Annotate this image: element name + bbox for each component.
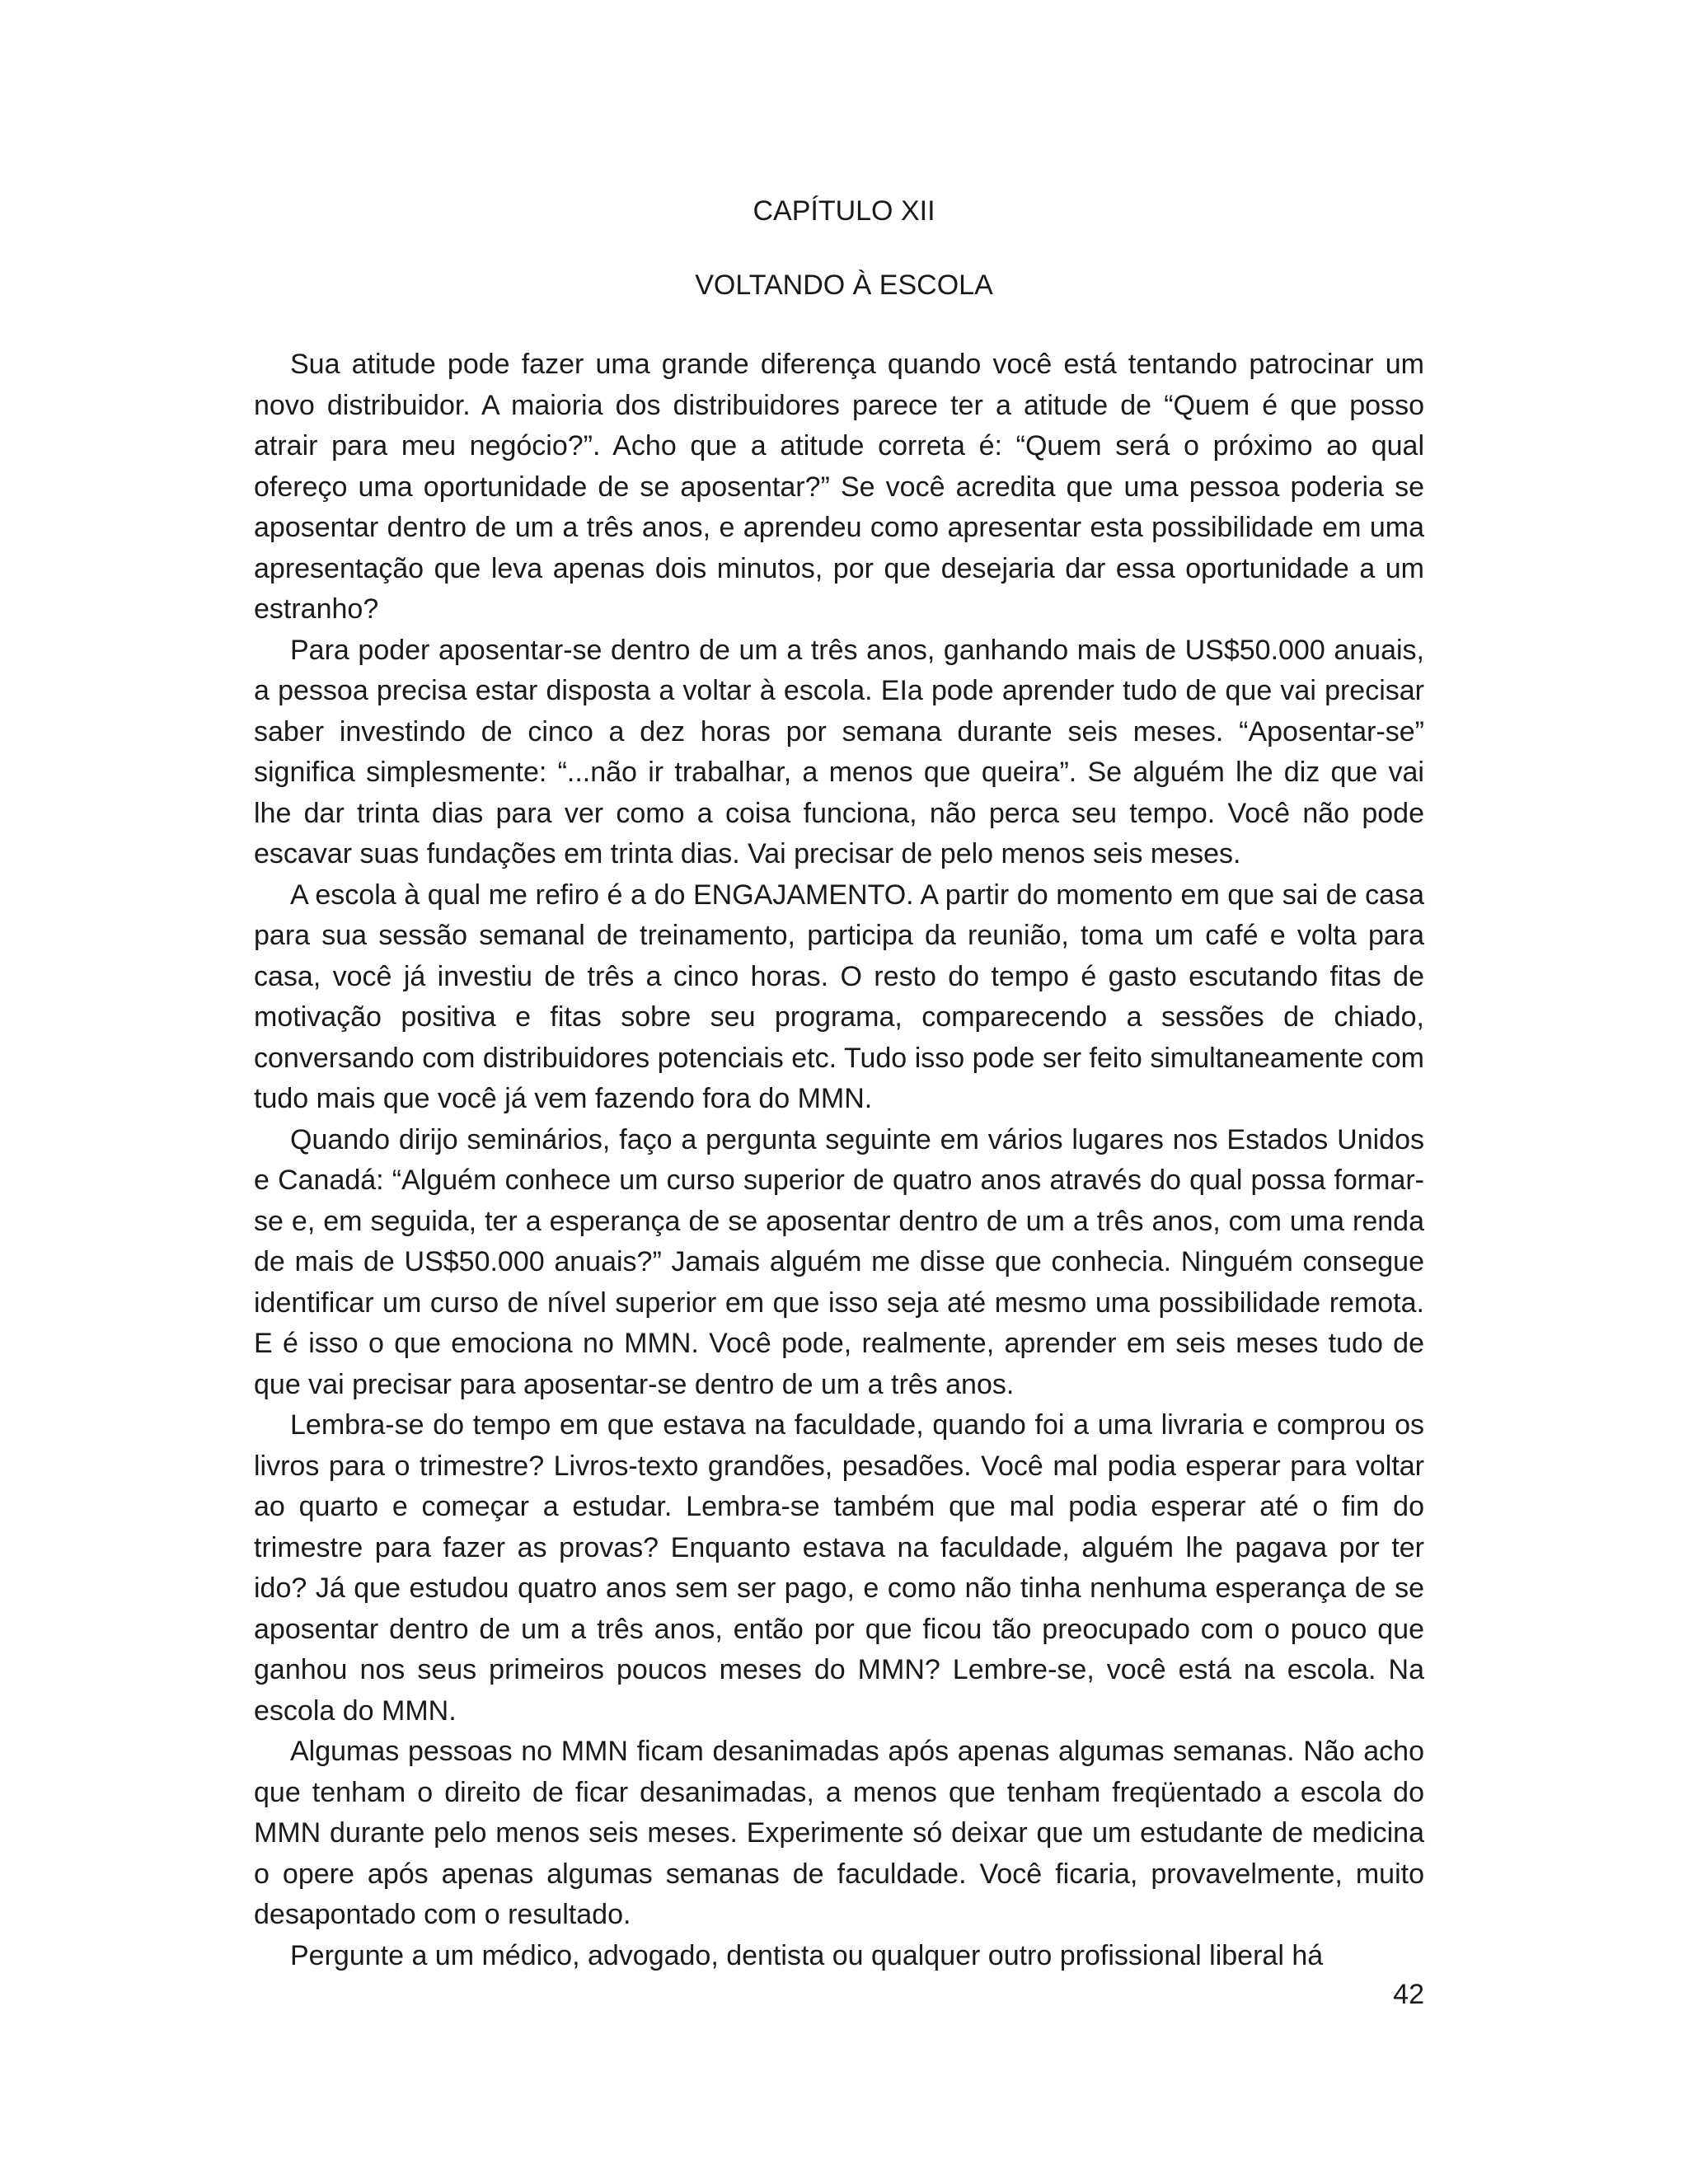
body-text [254, 344, 1424, 1976]
paragraph: Sua atitude pode fazer uma grande diferença quando você está tentando patrocinar um novo distribuidor. A maioria dos distribuidores parece ter a atitude de “Quem é que posso atrair para meu negócio?”. Acho que a atitude correta é: “Quem será o próximo ao qual ofereço uma oportunidade de se aposentar?” Se você acredita que uma pessoa poderia se aposentar dentro de um a três anos, e aprendeu como apresentar esta possibilidade em uma apresentação que leva apenas dois minutos, por que desejaria dar essa oportunidade a um estranho? [254, 349, 1424, 625]
paragraph: Lembra-se do tempo em que estava na faculdade, quando foi a uma livraria e comprou os livros para o trimestre? Livros-texto grandões, pesadões. Você mal podia esperar para voltar ao quarto e começar a estudar. Lembra-se também que mal podia esperar até o fim do trimestre para fazer as provas? Enquanto estava na faculdade, alguém lhe pagava por ter ido? Já que estudou quatro anos sem ser pago, e como não tinha nenhuma esperança de se aposentar dentro de um a três anos, então por que ficou tão preocupado com o pouco que ganhou nos seus primeiros poucos meses do MMN? Lembre-se, você está na escola. Na escola do MMN. [254, 1409, 1424, 1727]
paragraph: Para poder aposentar-se dentro de um a três anos, ganhando mais de US$50.000 anuais, a pessoa precisa estar disposta a voltar à escola. EIa pode aprender tudo de que vai precisar saber investindo de cinco a dez horas por semana durante seis meses. “Aposentar-se” significa simplesmente: “...não ir trabalhar, a menos que queira”. Se alguém lhe diz que vai lhe dar trinta dias para ver como a coisa funciona, não perca seu tempo. Você não pode escavar suas fundações em trinta dias. Vai precisar de pelo menos seis meses. [254, 634, 1424, 869]
paragraph: A escola à qual me refiro é a do ENGAJAMENTO. A partir do momento em que sai de casa para sua sessão semanal de treinamento, participa da reunião, toma um café e volta para casa, você já investiu de três a cinco horas. O resto do tempo é gasto escutando fitas de motivação positiva e fitas sobre seu programa, comparecendo a sessões de chiado, conversando com distribuidores potenciais etc. Tudo isso pode ser feito simultaneamente com tudo mais que você já vem fazendo fora do MMN. [254, 879, 1424, 1114]
chapter-number: CAPÍTULO XII [753, 195, 935, 227]
paragraph: Quando dirijo seminários, faço a pergunta seguinte em vários lugares nos Estados Unidos e Canadá: “Alguém conhece um curso superior de quatro anos através do qual possa formar-se e, em seguida, ter a esperança de se aposentar dentro de um a três anos, com uma renda de mais de US$50.000 anuais?” Jamais alguém me disse que conhecia. Ninguém consegue identificar um curso de nível superior em que isso seja até mesmo uma possibilidade remota. E é isso o que emociona no MMN. Você pode, realmente, aprender em seis meses tudo de que vai precisar para aposentar-se dentro de um a três anos. [254, 1123, 1424, 1400]
paragraph: Pergunte a um médico, advogado, dentista ou qualquer outro profissional liberal há [290, 1939, 1324, 1971]
chapter-title: VOLTANDO À ESCOLA [695, 269, 993, 301]
paragraph: Algumas pessoas no MMN ficam desanimadas após apenas algumas semanas. Não acho que tenham o direito de ficar desanimadas, a menos que tenham freqüentado a escola do MMN durante pelo menos seis meses. Experimente só deixar que um estudante de medicina o opere após apenas algumas semanas de faculdade. Você ficaria, provavelmente, muito desapontado com o resultado. [254, 1736, 1424, 1930]
page-number: 42 [1393, 1979, 1424, 2010]
